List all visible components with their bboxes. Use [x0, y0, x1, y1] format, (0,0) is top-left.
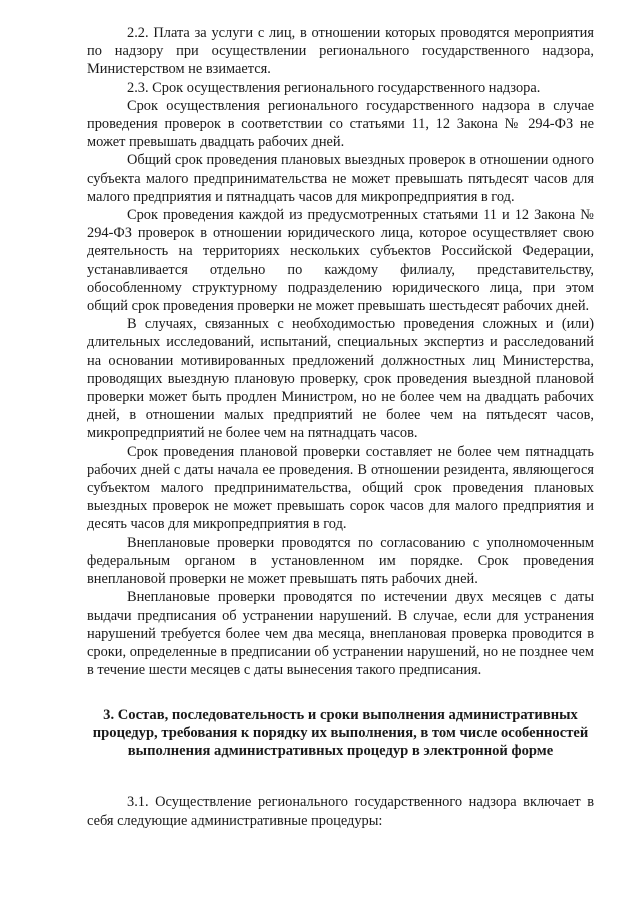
section-3-heading: 3. Состав, последовательность и сроки выполнения административных процедур, требования к порядку их выполнения, в том числе особенностей выполнения административных процедур в электронной форме	[92, 707, 589, 760]
paragraph-term-limit: Срок осуществления регионального государственного надзора в случае проведения проверок в соответствии со статьями 11, 12 Закона № 294-ФЗ не может превышать двадцать рабочих дней.	[87, 97, 594, 151]
paragraph-unscheduled-timing: Внеплановые проверки проводятся по истечении двух месяцев с даты выдачи предписания об устранении нарушений. В случае, если для устранения нарушений требуется более чем два месяца, внеплановая проверка проводится в сроки, определенные в предписании об устранении нарушений, но не позднее чем в течение шести месяцев с даты вынесения такого предписания.	[87, 589, 594, 679]
document-page	[87, 24, 594, 830]
paragraph-2-2: 2.2. Плата за услуги с лиц, в отношении которых проводятся мероприятия по надзору при осуществлении регионального государственного надзора, Министерством не взимается.	[87, 25, 594, 78]
paragraph-multiple-regions: Срок проведения каждой из предусмотренных статьями 11 и 12 Закона № 294-ФЗ проверок в отношении юридического лица, которое осуществляет свою деятельность на территориях нескольких субъектов Российской Федерации, устанавливается отдельно по каждому филиалу, представительству, обособленному структурному подразделению юридического лица, при этом общий срок проведения проверки не может превышать шестьдесят рабочих дней.	[87, 207, 594, 315]
paragraph-extension: В случаях, связанных с необходимостью проведения сложных и (или) длительных исследований, испытаний, специальных экспертиз и расследований на основании мотивированных предложений должностных лиц Министерства, проводящих выездную плановую проверку, срок проведения выездной плановой проверки может быть продлен Министром, но не более чем на двадцать рабочих дней, в отношении малых предприятий не более чем на пятьдесят часов, микропредприятий не более чем на пятнадцать часов.	[87, 316, 594, 442]
paragraph-planned-inspection-term: Срок проведения плановой проверки составляет не более чем пятнадцать рабочих дней с даты начала ее проведения. В отношении резидента, являющегося субъектом малого предпринимательства, общий срок проведения плановых выездных проверок не может превышать сорок часов для малого предприятия и десять часов для микропредприятия в год.	[87, 443, 594, 533]
paragraph-small-business-term: Общий срок проведения плановых выездных проверок в отношении одного субъекта малого предпринимательства не может превышать пятьдесят часов для малого предприятия и пятнадцать часов для микропредприятия в год.	[87, 152, 594, 205]
paragraph-3-1: 3.1. Осуществление регионального государственного надзора включает в себя следующие административные процедуры:	[87, 794, 594, 829]
paragraph-unscheduled-approval: Внеплановые проверки проводятся по согласованию с уполномоченным федеральным органом в установленном им порядке. Срок проведения внеплановой проверки не может превышать пять рабочих дней.	[87, 534, 594, 588]
paragraph-2-3: 2.3. Срок осуществления регионального государственного надзора.	[127, 79, 541, 96]
